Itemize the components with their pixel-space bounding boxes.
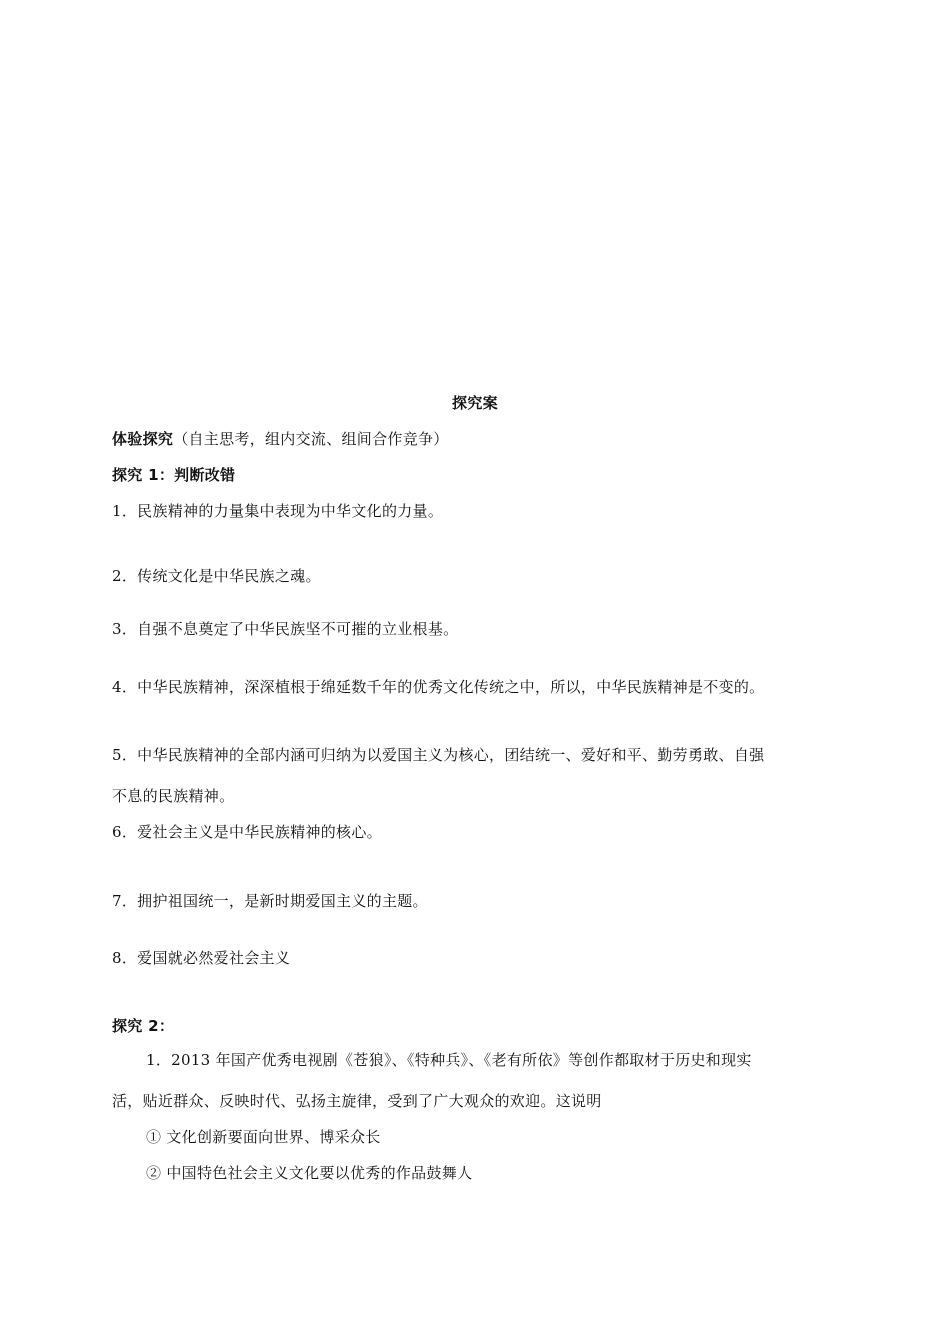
page-title: 探究案 [452,394,498,412]
section1-item-5-cont: 不息的民族精神。 [112,787,235,805]
section2-option-2: ② 中国特色社会主义文化要以优秀的作品鼓舞人 [146,1164,473,1182]
section2-heading: 探究 2： [112,1017,175,1035]
section1-item-8: 8．爱国就必然爱社会主义 [112,949,291,967]
experience-note: （自主思考，组内交流、组间合作竞争） [173,430,449,448]
section2-option-1: ① 文化创新要面向世界、博采众长 [146,1128,381,1146]
section1-item-2: 2．传统文化是中华民族之魂。 [112,567,321,585]
section1-item-4: 4．中华民族精神，深深植根于绵延数千年的优秀文化传统之中，所以，中华民族精神是不变的。 [112,678,765,696]
section2-question-line2: 活，贴近群众、反映时代、弘扬主旋律，受到了广大观众的欢迎。这说明 [112,1092,602,1110]
section1-item-6: 6．爱社会主义是中华民族精神的核心。 [112,823,382,841]
section1-item-5: 5．中华民族精神的全部内涵可归纳为以爱国主义为核心，团结统一、爱好和平、勤劳勇敢、自强 [112,746,765,764]
section1-heading: 探究 1：判断改错 [112,466,236,484]
section2-question-line1: 1．2013 年国产优秀电视剧《苍狼》、《特种兵》、《老有所依》等创作都取材于历史和现实 [146,1051,752,1069]
section1-item-7: 7．拥护祖国统一，是新时期爱国主义的主题。 [112,892,428,910]
experience-heading-line [112,429,449,449]
experience-heading: 体验探究 [112,430,174,448]
section1-item-1: 1．民族精神的力量集中表现为中华文化的力量。 [112,502,444,520]
section1-item-3: 3．自强不息奠定了中华民族坚不可摧的立业根基。 [112,620,459,638]
